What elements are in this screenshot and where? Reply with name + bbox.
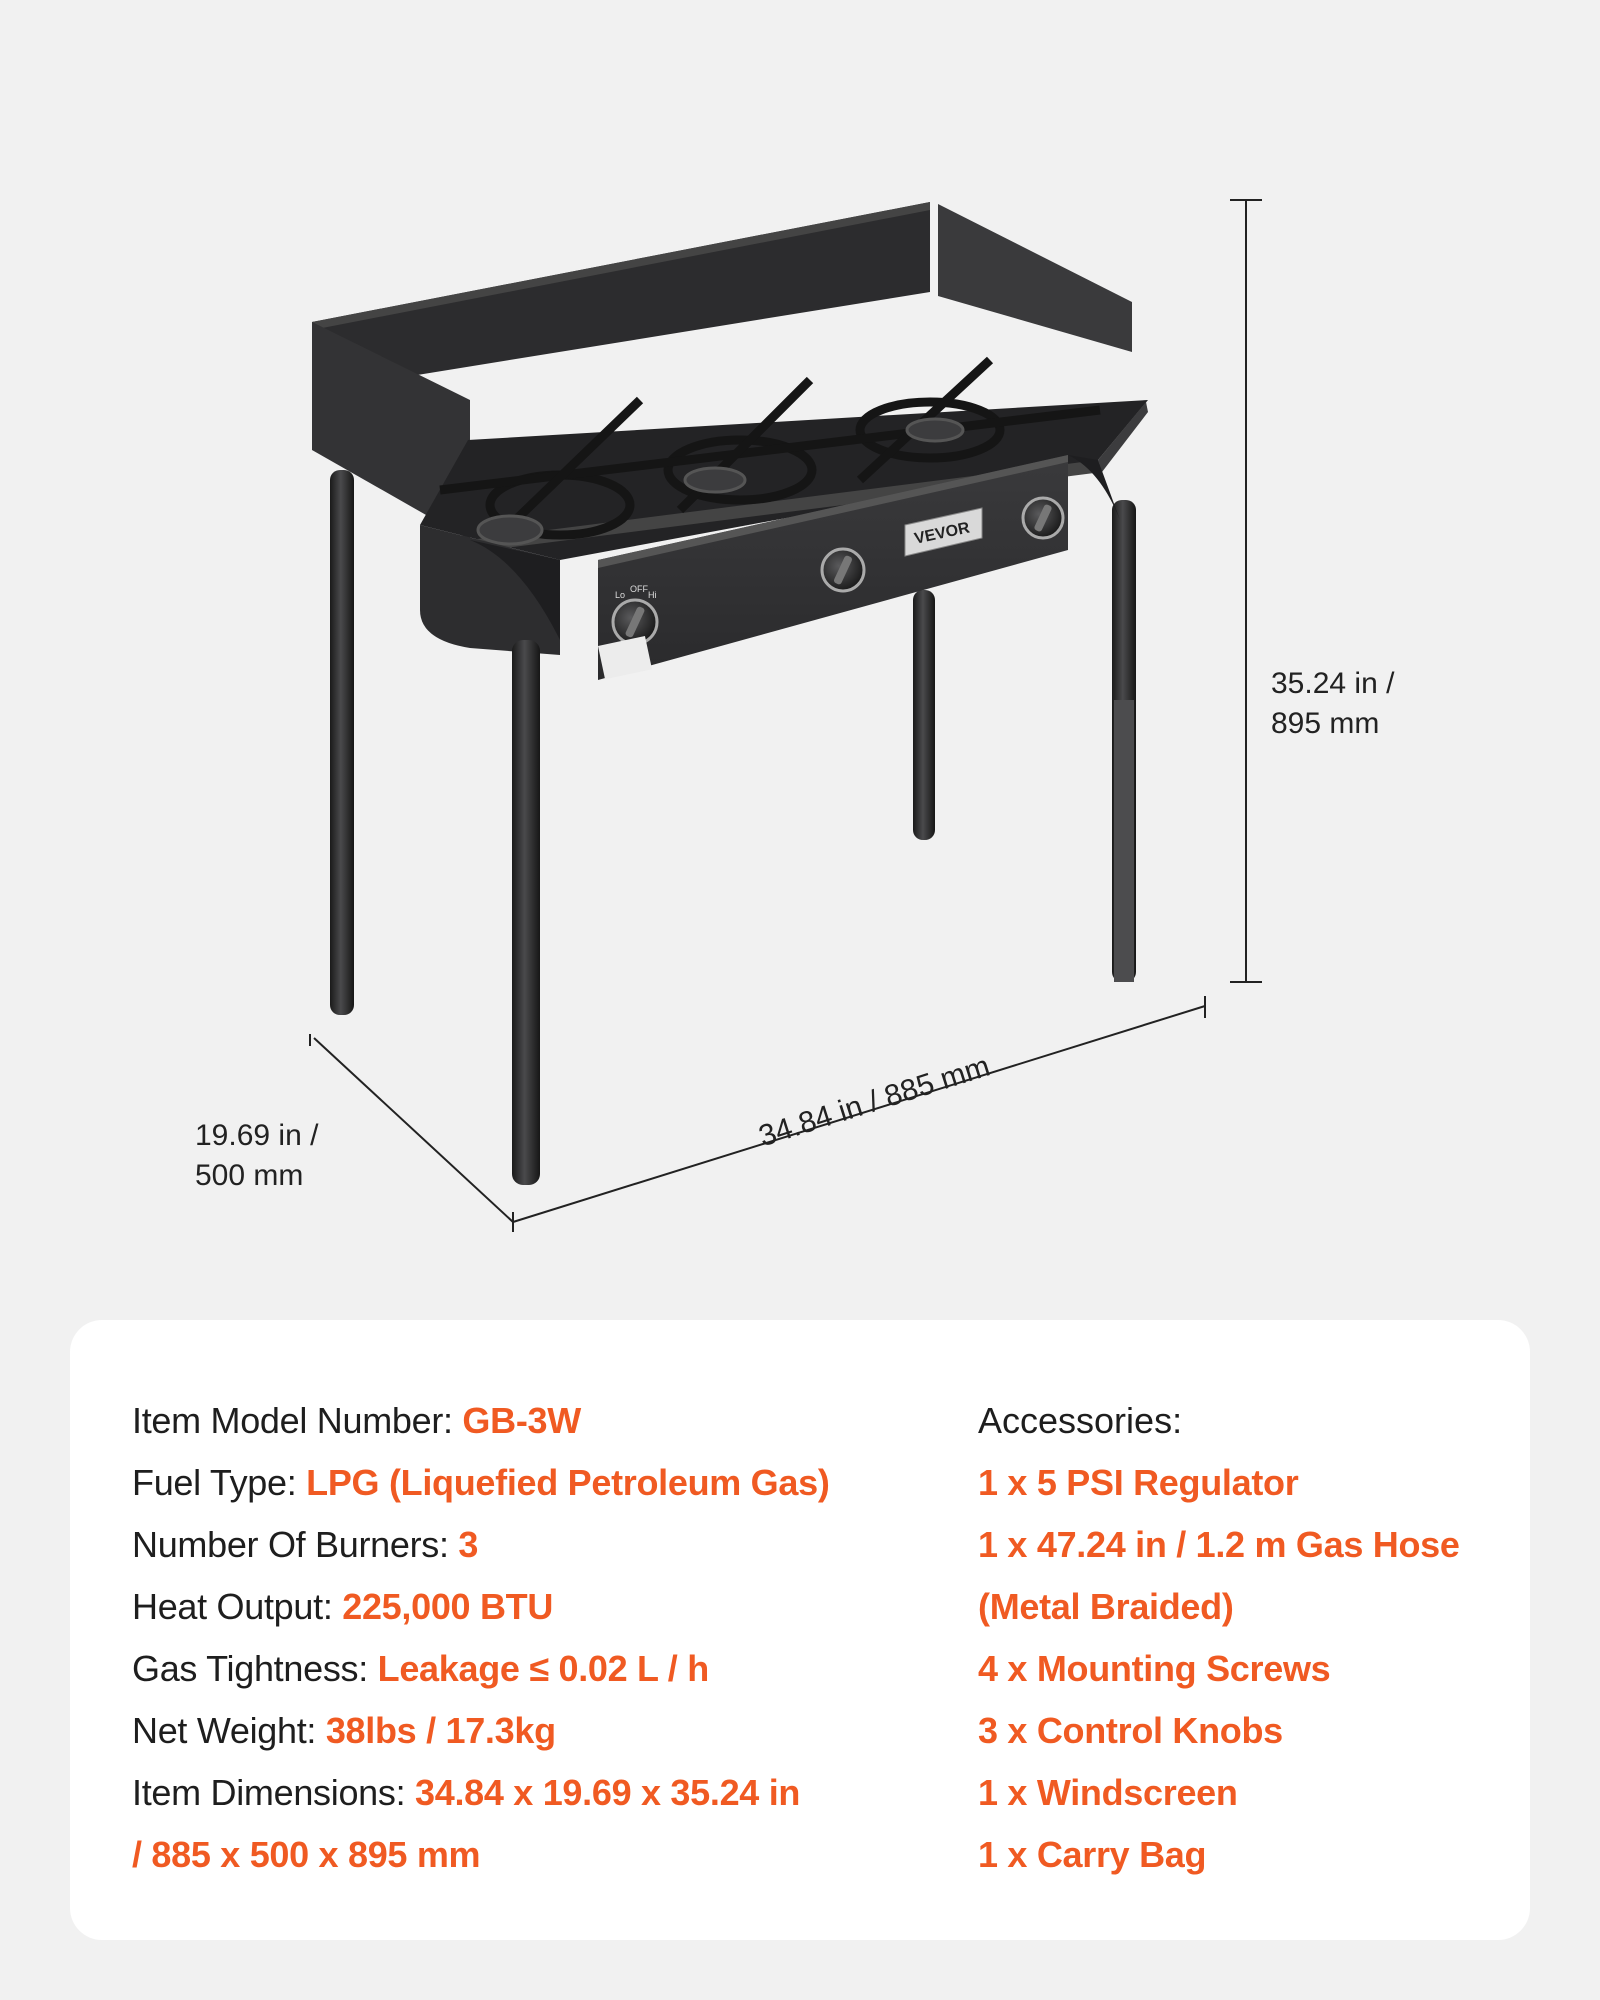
accessory-item: 3 x Control Knobs: [978, 1710, 1283, 1751]
depth-metric: 500 mm: [195, 1159, 304, 1192]
spec-label: Gas Tightness:: [132, 1648, 378, 1689]
knob-mark-off: OFF: [630, 584, 648, 594]
spec-value: 3: [458, 1524, 479, 1565]
spec-heat-output: [132, 1576, 932, 1638]
knob-mark-lo: Lo: [615, 590, 626, 600]
accessories-list: [978, 1390, 1498, 1886]
spec-value: 38lbs / 17.3kg: [325, 1710, 556, 1751]
height-imperial: 35.24 in /: [1271, 667, 1395, 700]
spec-value: Leakage ≤ 0.02 L / h: [377, 1648, 709, 1689]
spec-label: Heat Output:: [132, 1586, 343, 1627]
height-metric: 895 mm: [1271, 707, 1380, 740]
spec-label: Net Weight:: [132, 1710, 326, 1751]
accessory-item: 1 x Windscreen: [978, 1772, 1238, 1813]
leg-front-left: [512, 640, 540, 1185]
spec-burners: [132, 1514, 932, 1576]
spec-fuel-type: [132, 1452, 932, 1514]
spec-value: / 885 x 500 x 895 mm: [132, 1834, 481, 1875]
spec-value: 34.84 x 19.69 x 35.24 in: [415, 1772, 801, 1813]
brand-plate-text: VEVOR: [912, 519, 972, 548]
specification-card: [70, 1320, 1530, 1940]
spec-label: Item Dimensions:: [132, 1772, 415, 1813]
height-dimension-line: [1230, 200, 1262, 982]
windscreen-back: [312, 202, 930, 392]
control-knob-middle: [822, 549, 864, 591]
accessory-item: 1 x 5 PSI Regulator: [978, 1462, 1299, 1503]
specs-list: [132, 1390, 932, 1886]
spec-net-weight: [132, 1700, 932, 1762]
spec-label: Item Model Number:: [132, 1400, 463, 1441]
accessory-item: (Metal Braided): [978, 1586, 1234, 1627]
spec-dimensions: [132, 1762, 932, 1824]
spec-value: 225,000 BTU: [342, 1586, 554, 1627]
spec-label: Fuel Type:: [132, 1462, 307, 1503]
depth-dimension-label: [195, 1116, 318, 1196]
windscreen-right: [938, 204, 1132, 352]
spec-gas-tightness: [132, 1638, 932, 1700]
leg-back-right: [913, 590, 935, 840]
height-dimension-label: [1271, 664, 1394, 744]
control-knob-right: [1023, 498, 1063, 538]
accessory-item: 4 x Mounting Screws: [978, 1648, 1331, 1689]
depth-imperial: 19.69 in /: [195, 1119, 319, 1152]
leg-back-left: [330, 470, 354, 1015]
spec-value: LPG (Liquefied Petroleum Gas): [306, 1462, 830, 1503]
leg-front-right-extension: [1114, 700, 1134, 982]
knob-mark-hi: Hi: [648, 590, 657, 600]
depth-dimension-line: [310, 1034, 513, 1232]
accessory-item: 1 x 47.24 in / 1.2 m Gas Hose: [978, 1524, 1460, 1565]
accessory-item: 1 x Carry Bag: [978, 1834, 1207, 1875]
width-dimension-label: 34.84 in / 885 mm: [754, 1049, 994, 1154]
accessories-title: Accessories:: [978, 1400, 1183, 1441]
control-knob-left: [613, 600, 657, 644]
spec-value: GB-3W: [462, 1400, 581, 1441]
spec-dimensions-metric: [132, 1824, 932, 1886]
spec-model-number: [132, 1390, 932, 1452]
spec-label: Number Of Burners:: [132, 1524, 459, 1565]
